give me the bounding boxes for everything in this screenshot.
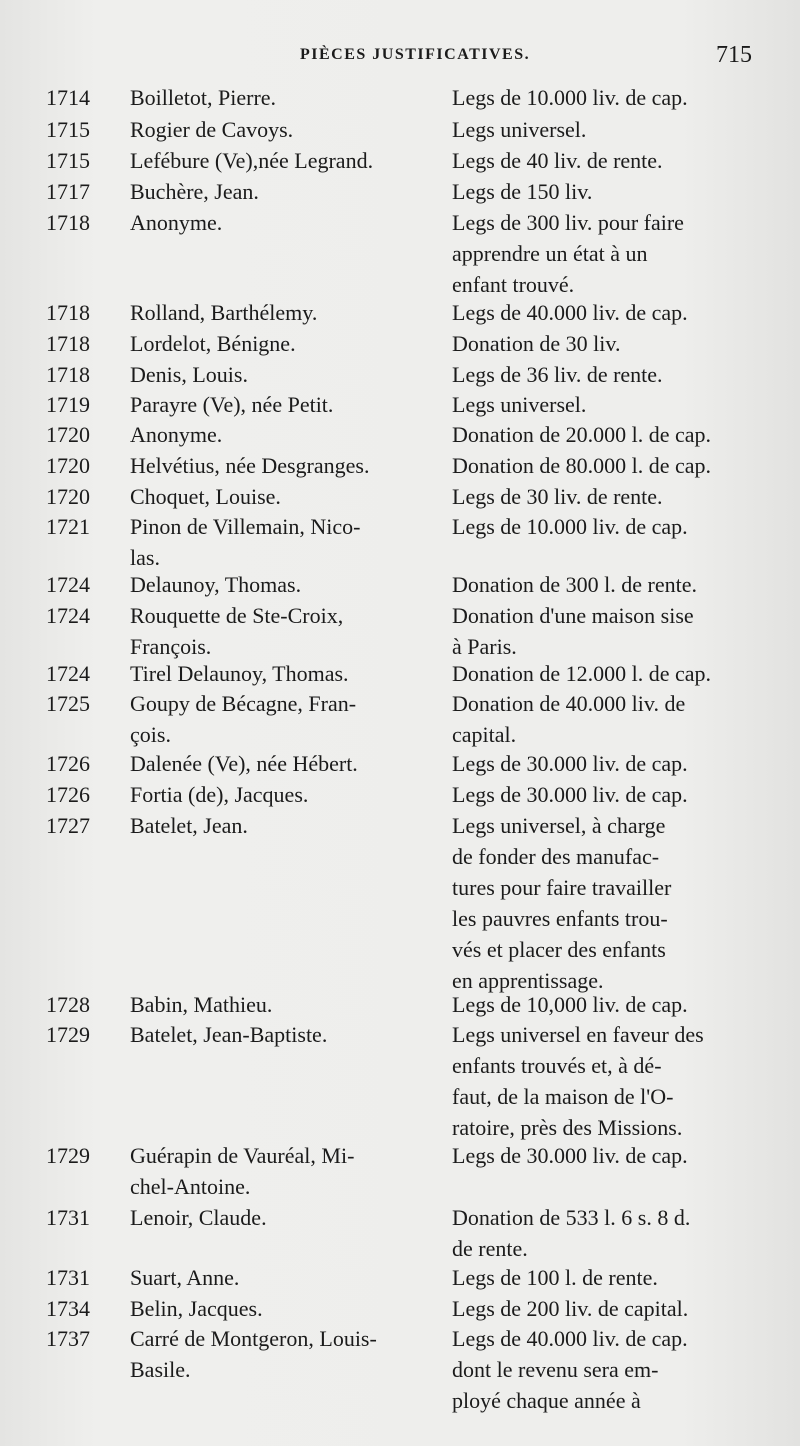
entry-donor-name: Suart, Anne.	[130, 1265, 240, 1290]
entry-year: 1720	[46, 484, 90, 509]
entry-year: 1725	[46, 691, 90, 716]
entry-year: 1718	[46, 300, 90, 325]
entry-year: 1724	[46, 572, 90, 597]
entry-bequest-description: Legs de 200 liv. de capital.	[452, 1296, 689, 1321]
entry-donor-name: Rolland, Barthélemy.	[130, 300, 318, 325]
entry-donor-name: Fortia (de), Jacques.	[130, 782, 309, 807]
entry-donor-name: Boilletot, Pierre.	[130, 85, 277, 110]
running-title: PIÈCES JUSTIFICATIVES.	[300, 46, 531, 63]
entry-year: 1727	[46, 813, 90, 838]
page-header	[0, 42, 800, 76]
page-number: 715	[716, 42, 752, 68]
entry-year: 1734	[46, 1296, 90, 1321]
entry-year: 1731	[46, 1265, 90, 1290]
entry-donor-name: Guérapin de Vauréal, Mi- chel-Antoine.	[130, 1143, 355, 1199]
entry-year: 1720	[46, 422, 90, 447]
entry-year: 1719	[46, 392, 90, 417]
entry-donor-name: Belin, Jacques.	[130, 1296, 263, 1321]
entry-donor-name: Parayre (Ve), née Petit.	[130, 392, 334, 417]
entry-year: 1718	[46, 362, 90, 387]
entry-bequest-description: Legs de 10.000 liv. de cap.	[452, 85, 688, 110]
entry-donor-name: Anonyme.	[130, 422, 223, 447]
entry-year: 1726	[46, 751, 90, 776]
entry-bequest-description: Donation de 40.000 liv. de capital.	[452, 691, 686, 747]
entry-bequest-description: Legs universel en faveur des enfants trouvés et, à dé- faut, de la maison de l'O- ratoire, près des Missions.	[452, 1022, 704, 1140]
entry-bequest-description: Donation de 20.000 l. de cap.	[452, 422, 712, 447]
entry-bequest-description: Legs universel.	[452, 117, 587, 142]
entry-year: 1721	[46, 514, 90, 539]
entry-donor-name: Babin, Mathieu.	[130, 992, 273, 1017]
entry-bequest-description: Legs de 30.000 liv. de cap.	[452, 751, 688, 776]
entry-donor-name: Tirel Delaunoy, Thomas.	[130, 661, 349, 686]
entry-donor-name: Rouquette de Ste-Croix, François.	[130, 603, 344, 659]
entry-bequest-description: Legs universel, à charge de fonder des manufac- tures pour faire travailler les pauvres enfants trou- vés et placer des enfants en apprentissage.	[452, 813, 672, 993]
entry-year: 1726	[46, 782, 90, 807]
entry-bequest-description: Legs de 36 liv. de rente.	[452, 362, 663, 387]
entry-bequest-description: Donation de 80.000 l. de cap.	[452, 453, 712, 478]
entry-bequest-description: Legs de 10.000 liv. de cap.	[452, 514, 688, 539]
entry-year: 1717	[46, 179, 90, 204]
entry-donor-name: Anonyme.	[130, 210, 223, 235]
entry-bequest-description: Legs de 30.000 liv. de cap.	[452, 782, 688, 807]
entry-year: 1718	[46, 331, 90, 356]
entry-donor-name: Lefébure (Ve),née Legrand.	[130, 148, 374, 173]
entry-donor-name: Buchère, Jean.	[130, 179, 259, 204]
entry-bequest-description: Legs de 100 l. de rente.	[452, 1265, 658, 1290]
entry-year: 1718	[46, 210, 90, 235]
entry-bequest-description: Donation de 12.000 l. de cap.	[452, 661, 712, 686]
entry-donor-name: Batelet, Jean-Baptiste.	[130, 1022, 328, 1047]
entry-year: 1724	[46, 661, 90, 686]
entry-donor-name: Goupy de Bécagne, Fran- çois.	[130, 691, 357, 747]
entry-year: 1729	[46, 1022, 90, 1047]
entry-donor-name: Carré de Montgeron, Louis- Basile.	[130, 1326, 377, 1382]
entry-donor-name: Pinon de Villemain, Nico- las.	[130, 514, 361, 570]
entry-bequest-description: Donation de 30 liv.	[452, 331, 621, 356]
entry-bequest-description: Legs de 40.000 liv. de cap. dont le revenu sera em- ployé chaque année à	[452, 1326, 688, 1413]
entry-bequest-description: Legs de 30.000 liv. de cap.	[452, 1143, 688, 1168]
entry-donor-name: Lordelot, Bénigne.	[130, 331, 296, 356]
entry-bequest-description: Donation d'une maison sise à Paris.	[452, 603, 694, 659]
entry-bequest-description: Legs universel.	[452, 392, 587, 417]
entry-year: 1731	[46, 1205, 90, 1230]
entry-year: 1714	[46, 85, 90, 110]
entry-bequest-description: Legs de 150 liv.	[452, 179, 593, 204]
entry-year: 1720	[46, 453, 90, 478]
entry-year: 1715	[46, 148, 90, 173]
entry-year: 1715	[46, 117, 90, 142]
entry-year: 1729	[46, 1143, 90, 1168]
entry-bequest-description: Legs de 30 liv. de rente.	[452, 484, 663, 509]
entry-year: 1728	[46, 992, 90, 1017]
entry-donor-name: Lenoir, Claude.	[130, 1205, 267, 1230]
entry-bequest-description: Legs de 40 liv. de rente.	[452, 148, 663, 173]
entry-donor-name: Choquet, Louise.	[130, 484, 281, 509]
entry-donor-name: Denis, Louis.	[130, 362, 248, 387]
entry-year: 1737	[46, 1326, 90, 1351]
entry-donor-name: Dalenée (Ve), née Hébert.	[130, 751, 358, 776]
entry-donor-name: Delaunoy, Thomas.	[130, 572, 302, 597]
entry-bequest-description: Legs de 300 liv. pour faire apprendre un état à un enfant trouvé.	[452, 210, 684, 297]
entry-bequest-description: Donation de 300 l. de rente.	[452, 572, 697, 597]
entry-year: 1724	[46, 603, 90, 628]
entry-donor-name: Rogier de Cavoys.	[130, 117, 294, 142]
entry-donor-name: Helvétius, née Desgranges.	[130, 453, 370, 478]
entry-donor-name: Batelet, Jean.	[130, 813, 248, 838]
entry-bequest-description: Legs de 10,000 liv. de cap.	[452, 992, 688, 1017]
entry-bequest-description: Donation de 533 l. 6 s. 8 d. de rente.	[452, 1205, 691, 1261]
entry-bequest-description: Legs de 40.000 liv. de cap.	[452, 300, 688, 325]
